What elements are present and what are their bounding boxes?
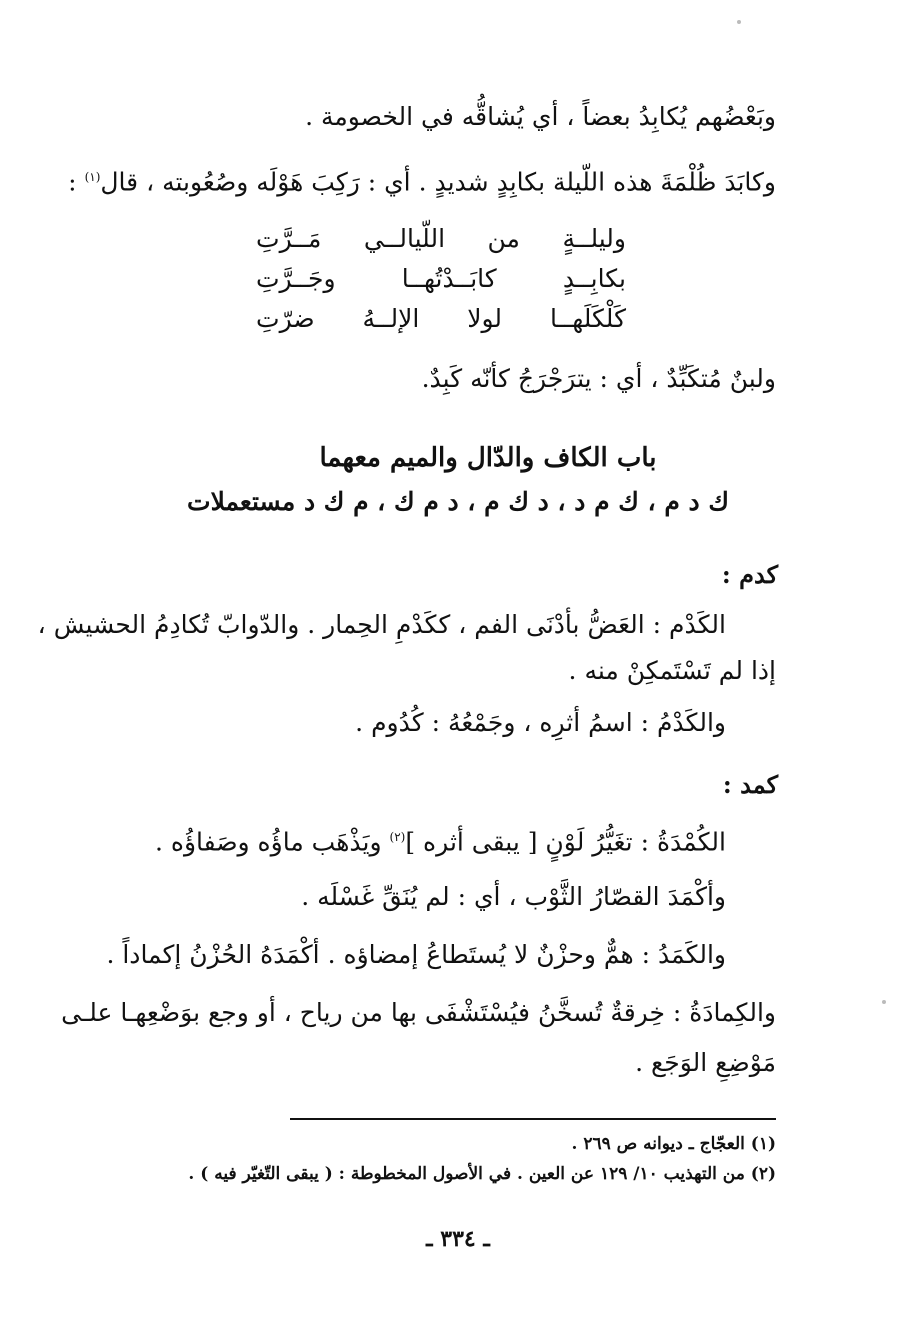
entry-kdm-line-2: إذا لم تَسْتَمكِنْ منه . <box>568 656 776 685</box>
footnote-divider <box>290 1118 776 1120</box>
verse-word: وليلــةٍ <box>562 224 626 253</box>
verse-line-2 <box>256 262 626 296</box>
scan-speck <box>737 20 741 24</box>
intro-line-2-text: وكابَدَ ظُلْمَةَ هذه اللّيلة بكابِدٍ شديدٍ . أي : رَكِبَ هَوْلَه وصُعُوبته ، قال <box>100 167 776 197</box>
verse-word: ضرّتِ <box>256 304 315 333</box>
verse-line-3 <box>256 302 626 336</box>
entry-kmd-line-3: والكَمَدُ : همٌّ وحزْنٌ لا يُستَطاعُ إمضاؤه . أكْمَدَهُ الحُزْنُ إكماداً . <box>106 940 726 969</box>
entry-kmd-line-1-tail: ويَذْهَب ماؤُه وصَفاؤُه . <box>154 827 382 857</box>
verse-word: وجَــرَّتِ <box>256 264 336 293</box>
chapter-title: باب الكاف والدّال والميم معهما <box>319 443 657 473</box>
intro-line-2 <box>68 160 776 199</box>
chapter-subtitle: ك د م ، ك م د ، د ك م ، د م ك ، م ك د مستعملات <box>187 487 729 516</box>
footnote-1: (١) العجّاج ـ ديوانه ص ٢٦٩ . <box>571 1134 776 1154</box>
verse-word: الإلــهُ <box>362 304 420 333</box>
footnote-ref-1: (١) <box>84 170 101 184</box>
entry-kmd-line-4: والكِمادَةُ : خِرقةٌ تُسخَّنُ فيُسْتَشْفَى بها من رياح ، أو وجع بوَضْعِهـا علـى <box>61 998 776 1027</box>
entry-heading-kdm: كدم : <box>721 560 778 589</box>
verse-word: كابَــدْتُهــا <box>401 264 497 293</box>
footnote-ref-2: (٢) <box>389 830 406 844</box>
entry-kmd-line-1-text: الكُمْدَةُ : تغَيُّرُ لَوْنٍ [ يبقى أثره ] <box>405 827 726 857</box>
verse-word: اللّيالــي <box>363 224 446 253</box>
page-number: ـ ٣٣٤ ـ <box>426 1226 490 1252</box>
entry-kmd-line-1 <box>155 820 726 859</box>
intro-line-1: وبَعْضُهم يُكابِدُ بعضاً ، أي يُشاقُّه في الخصومة . <box>305 102 776 131</box>
entry-kdm-line-1: الكَدْم : العَضُّ بأدْنَى الفم ، ككَدْمِ الحِمار . والدّوابّ تُكادِمُ الحشيش ، <box>37 610 726 639</box>
intro-line-2-colon: : <box>68 167 77 197</box>
entry-kmd-line-2: وأكْمَدَ القصّارُ الثَّوْب ، أي : لم يُنَقِّ غَسْلَه . <box>301 882 726 911</box>
after-verse-line: ولبنٌ مُتكَبِّدٌ ، أي : يترَجْرَجُ كأنّه كَبِدٌ. <box>421 364 776 393</box>
verse-word: بكابِــدٍ <box>562 264 626 293</box>
verse-word: كَلْكَلَهــا <box>549 304 626 333</box>
entry-kmd-line-5: مَوْضِعِ الوَجَع . <box>635 1048 776 1077</box>
scan-speck <box>882 1000 886 1004</box>
verse-word: لولا <box>467 304 503 333</box>
verse-word: مَــرَّتِ <box>256 224 322 253</box>
verse-word: من <box>487 224 520 253</box>
entry-heading-kmd: كمد : <box>722 770 778 799</box>
footnote-2: (٢) من التهذيب ١٠/ ١٢٩ عن العين . في الأصول المخطوطة : ( يبقى التّغيّر فيه ) . <box>188 1164 776 1184</box>
verse-line-1 <box>256 222 626 256</box>
entry-kdm-plural: والكَدْمُ : اسمُ أثرِه ، وجَمْعُهُ : كُدُوم . <box>355 708 726 737</box>
